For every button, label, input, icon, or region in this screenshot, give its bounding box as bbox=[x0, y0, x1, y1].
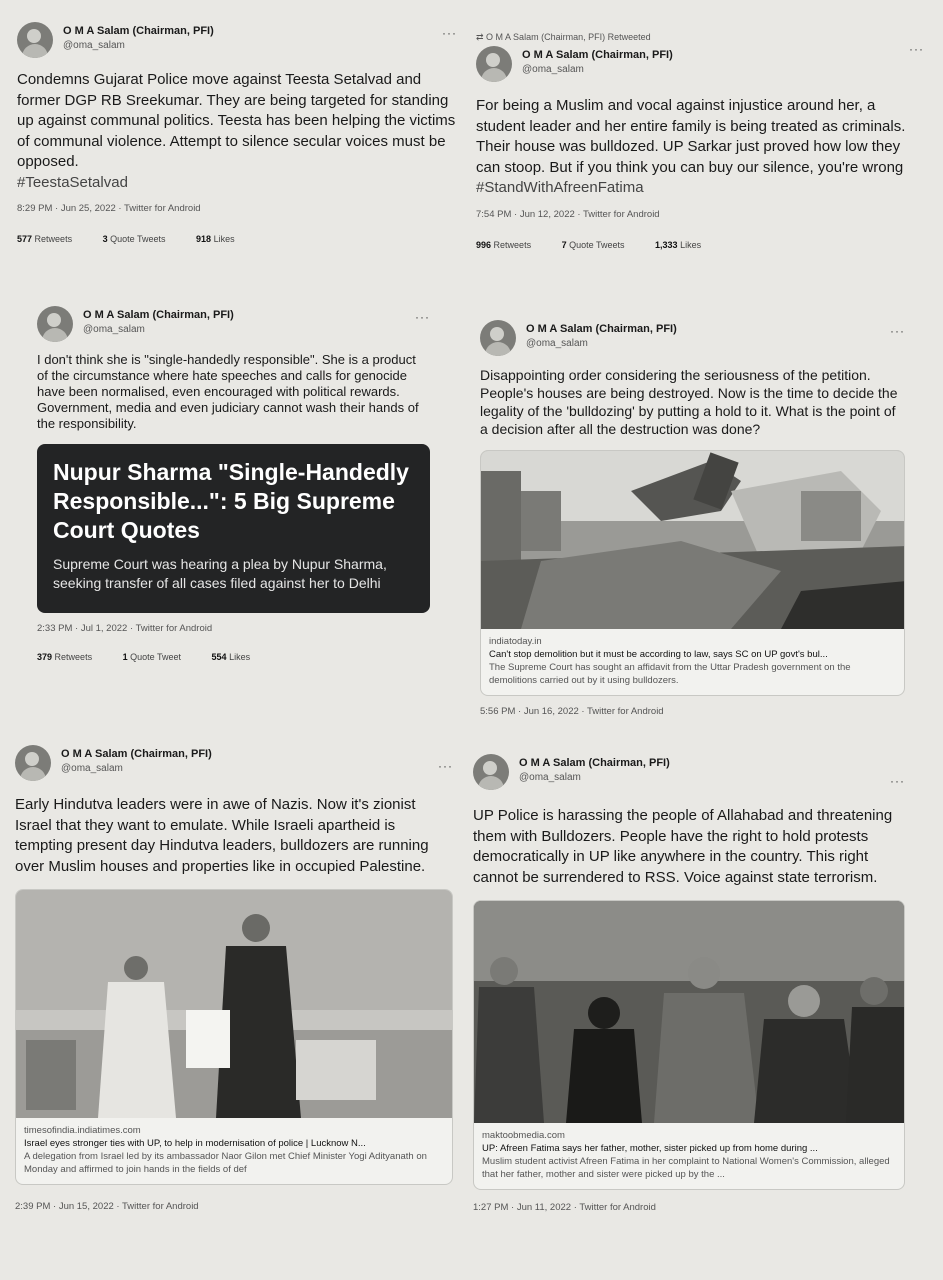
tweet-header bbox=[473, 754, 905, 794]
author-name[interactable]: O M A Salam (Chairman, PFI) bbox=[61, 748, 212, 760]
tweet-header bbox=[17, 22, 457, 62]
retweet-count[interactable]: 577 Retweets bbox=[17, 234, 73, 244]
protest-photo bbox=[474, 901, 904, 1123]
link-card[interactable] bbox=[37, 444, 430, 613]
avatar[interactable] bbox=[473, 754, 509, 790]
author-name[interactable]: O M A Salam (Chairman, PFI) bbox=[526, 323, 677, 335]
tweet-timestamp[interactable]: 2:39 PM · Jun 15, 2022 · Twitter for Android bbox=[15, 1201, 199, 1212]
tweet-up-police[interactable] bbox=[473, 754, 905, 1213]
tweet-header bbox=[480, 320, 905, 360]
author-handle[interactable]: @oma_salam bbox=[63, 40, 125, 51]
hashtag-link[interactable]: #TeestaSetalvad bbox=[17, 173, 128, 191]
card-info bbox=[481, 629, 904, 695]
quote-count[interactable]: 7 Quote Tweets bbox=[561, 239, 625, 250]
card-headline: Nupur Sharma "Single-Handedly Responsible...": 5 Big Supreme Court Quotes bbox=[53, 459, 409, 543]
tweet-text: Early Hindutva leaders were in awe of Nazis. Now it's zionist Israel that they want to emulate. While Israeli apartheid is tempting present day Hindutva leaders, bulldozers are running over Muslim houses and properties like in occupied Palestine. bbox=[15, 796, 429, 875]
more-options-icon[interactable]: ··· bbox=[909, 42, 924, 56]
author-name[interactable]: O M A Salam (Chairman, PFI) bbox=[63, 25, 214, 37]
avatar[interactable] bbox=[15, 745, 51, 781]
author-handle[interactable]: @oma_salam bbox=[526, 338, 588, 349]
tweet-text bbox=[476, 96, 924, 199]
retweeted-indicator: ⇄ O M A Salam (Chairman, PFI) Retweeted bbox=[476, 32, 651, 42]
card-description: Supreme Court was hearing a plea by Nupur Sharma, seeking transfer of all cases filed against her to Delhi bbox=[53, 556, 387, 591]
avatar[interactable] bbox=[17, 22, 53, 58]
tweet-israel[interactable] bbox=[15, 745, 453, 1212]
tweet-nupur-sharma[interactable] bbox=[37, 306, 430, 662]
more-options-icon[interactable]: ··· bbox=[438, 759, 453, 773]
more-options-icon[interactable]: ··· bbox=[415, 310, 430, 324]
tweet-stats bbox=[476, 240, 924, 250]
link-card[interactable] bbox=[480, 450, 905, 696]
tweet-stats bbox=[17, 234, 457, 244]
tweet-header bbox=[15, 745, 453, 785]
tweet-body: For being a Muslim and vocal against injustice around her, a student leader and her entire family is being treated as criminals. Their house was bulldozed. UP Sarkar just proved how low they can stoop. But if you think you can buy our silence, you're wrong bbox=[476, 97, 906, 176]
author-name[interactable]: O M A Salam (Chairman, PFI) bbox=[522, 49, 673, 61]
avatar[interactable] bbox=[37, 306, 73, 342]
author-handle[interactable]: @oma_salam bbox=[83, 324, 145, 335]
card-title: Israel eyes stronger ties with UP, to help in modernisation of police | Lucknow N... bbox=[24, 1138, 366, 1149]
more-options-icon[interactable]: ··· bbox=[890, 324, 905, 338]
retweet-count[interactable]: 996 Retweets bbox=[476, 239, 532, 250]
card-domain: maktoobmedia.com bbox=[482, 1130, 565, 1141]
retweet-count[interactable]: 379 Retweets bbox=[37, 652, 93, 662]
tweet-demolition-order[interactable] bbox=[480, 320, 905, 717]
card-title: UP: Afreen Fatima says her father, mother, sister picked up from home during ... bbox=[482, 1143, 818, 1154]
more-options-icon[interactable]: ··· bbox=[442, 26, 457, 40]
card-info bbox=[16, 1118, 452, 1184]
like-count[interactable]: 1,333 Likes bbox=[655, 239, 702, 250]
tweet-text: UP Police is harassing the people of Allahabad and threatening them with Bulldozers. People have the right to hold protests democratically in UP like anywhere in the country. This right cannot be surrendered to RSS. Voice against state terrorism. bbox=[473, 807, 893, 886]
author-handle[interactable]: @oma_salam bbox=[522, 64, 584, 75]
tweet-timestamp[interactable]: 7:54 PM · Jun 12, 2022 · Twitter for Android bbox=[476, 208, 660, 220]
card-description: The Supreme Court has sought an affidavit from the Uttar Pradesh government on the demolitions carried out by it using bulldozers. bbox=[489, 662, 851, 686]
bulldozer-demolition-photo bbox=[481, 451, 904, 629]
author-name[interactable]: O M A Salam (Chairman, PFI) bbox=[519, 757, 670, 769]
retweet-icon: ⇄ bbox=[476, 32, 487, 42]
author-handle[interactable]: @oma_salam bbox=[519, 772, 581, 783]
tweet-afreen-fatima[interactable] bbox=[476, 32, 924, 250]
tweet-text: I don't think she is "single-handedly responsible". She is a product of the circumstance where hate speeches and calls for genocide have been normalised, even encouraged with political rewards. Government, media and even judiciary cannot wash their hands of the responsibility. bbox=[37, 352, 419, 431]
card-info bbox=[474, 1123, 904, 1189]
tweet-timestamp[interactable]: 5:56 PM · Jun 16, 2022 · Twitter for Android bbox=[480, 706, 664, 717]
tweet-header bbox=[37, 306, 430, 346]
like-count[interactable]: 918 Likes bbox=[196, 234, 235, 244]
avatar[interactable] bbox=[480, 320, 516, 356]
tweet-text bbox=[17, 70, 457, 193]
card-description: Muslim student activist Afreen Fatima in her complaint to National Women's Commission, alleged that her father, mother and sister were picked up by the ... bbox=[482, 1156, 890, 1180]
tweet-text: Disappointing order considering the seriousness of the petition. People's houses are being destroyed. Now is the time to decide the legality of the 'bulldozing' by putting a hold to it. What is the point of a decision after all the destruction was done? bbox=[480, 367, 898, 437]
quote-count[interactable]: 3 Quote Tweets bbox=[102, 234, 166, 244]
tweet-header bbox=[476, 42, 924, 86]
tweet-body: Condemns Gujarat Police move against Teesta Setalvad and former DGP RB Sreekumar. They are being targeted for standing up against communal politics. Teesta has been helping the victims of communal violence. Attempt to silence secular voices must be opposed. bbox=[17, 71, 456, 170]
quote-count[interactable]: 1 Quote Tweet bbox=[122, 652, 181, 662]
link-card[interactable] bbox=[15, 889, 453, 1185]
author-name[interactable]: O M A Salam (Chairman, PFI) bbox=[83, 309, 234, 321]
card-title: Can't stop demolition but it must be according to law, says SC on UP govt's bul... bbox=[489, 649, 828, 660]
card-domain: indiatoday.in bbox=[489, 636, 542, 647]
hashtag-link[interactable]: #StandWithAfreenFatima bbox=[476, 179, 644, 196]
link-card[interactable] bbox=[473, 900, 905, 1190]
tweet-timestamp[interactable]: 8:29 PM · Jun 25, 2022 · Twitter for Android bbox=[17, 203, 201, 214]
tweet-stats bbox=[37, 652, 430, 662]
card-description: A delegation from Israel led by its ambassador Naor Gilon met Chief Minister Yogi Adityanath on Monday and affirmed to join hands in the fields of def bbox=[24, 1151, 427, 1175]
like-count[interactable]: 554 Likes bbox=[211, 652, 251, 662]
card-domain: timesofindia.indiatimes.com bbox=[24, 1125, 141, 1136]
author-handle[interactable]: @oma_salam bbox=[61, 763, 123, 774]
avatar[interactable] bbox=[476, 46, 512, 82]
meeting-photo bbox=[16, 890, 452, 1118]
more-options-icon[interactable]: ··· bbox=[890, 774, 905, 788]
tweet-teesta[interactable] bbox=[17, 22, 457, 244]
tweet-timestamp[interactable]: 1:27 PM · Jun 11, 2022 · Twitter for Android bbox=[473, 1202, 656, 1213]
tweet-timestamp[interactable]: 2:33 PM · Jul 1, 2022 · Twitter for Android bbox=[37, 623, 213, 634]
